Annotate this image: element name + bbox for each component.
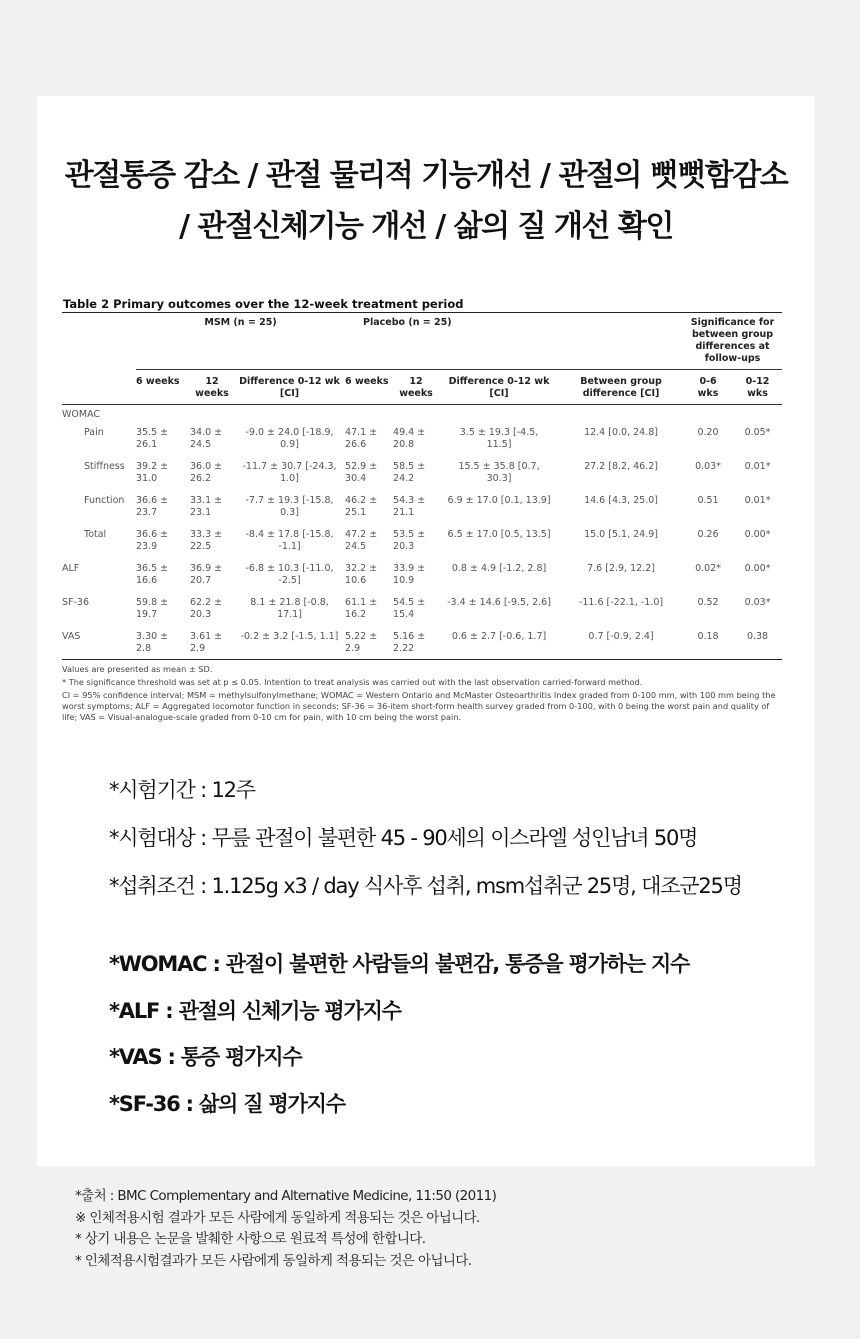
row-label [62,591,136,625]
cell-line: 0.00* [744,563,771,574]
cell-placebo-6wk [345,557,393,591]
cell-sig-0-6 [683,455,733,489]
cell-line: 11.5] [486,439,512,450]
cell-line: 5.16 ± [393,631,426,642]
cell-line: 49.4 ± [393,427,426,438]
table-row [62,625,782,660]
footer-disclaimer: * 인체적용시험결과가 모든 사람에게 동일하게 적용되는 것은 아닙니다. [75,1252,472,1269]
fact-subjects: *시험대상 : 무릎 관절이 불편한 45 - 90세의 이스라엘 성인남녀 50명 [109,826,698,850]
cell-line: 2.8 [136,643,152,654]
cell-line: 22.5 [190,541,212,552]
cell-line: 0.18 [697,631,719,642]
placebo-12wk-header [393,370,439,405]
cell-line: 0.38 [746,631,769,642]
cell-line: 5.22 ± [345,631,378,642]
header-line: 0-6 [699,376,717,387]
cell-placebo-6wk [345,421,393,455]
between-group-header [559,370,683,405]
cell-line: 21.1 [393,507,415,518]
cell-placebo-6wk [345,523,393,557]
cell-sig-0-12 [733,455,782,489]
cell-msm-12wk [190,625,234,660]
table-row [62,523,782,557]
headline-line-2: / 관절신체기능 개선 / 삶의 질 개선 확인 [179,209,673,244]
cell-line: 25.1 [345,507,367,518]
cell-msm-12wk [190,523,234,557]
cell-msm-diff [234,421,345,455]
header-line: [CI] [279,388,300,399]
cell-placebo-12wk [393,455,439,489]
cell-between-group [559,625,683,660]
header-line: Difference 0-12 wk [448,376,550,387]
cell-placebo-diff [439,523,559,557]
table-subheader-row [62,370,782,405]
footer-source: *출처 : BMC Complementary and Alternative Medicine, 11:50 (2011) [75,1188,497,1204]
cell-line: 20.7 [190,575,212,586]
cell-msm-12wk [190,421,234,455]
cell-line: 0.26 [697,529,719,540]
cell-line: -11.6 [-22.1, -1.0] [578,597,664,608]
table-row [62,421,782,455]
cell-line: 17.1] [277,609,302,620]
cell-line: 0.00* [744,529,771,540]
table-row [62,455,782,489]
cell-sig-0-6 [683,489,733,523]
msm-6wk-header: 6 weeks [136,376,180,387]
cell-line: 54.5 ± [393,597,426,608]
cell-line: 31.0 [136,473,158,484]
cell-line: 0.9] [280,439,299,450]
cell-line: -1.1] [278,541,301,552]
cell-line: 2.22 [393,643,415,654]
cell-placebo-12wk [393,523,439,557]
cell-line: 52.9 ± [345,461,378,472]
cell-line: 10.9 [393,575,415,586]
cell-line: 16.6 [136,575,158,586]
cell-line: 58.5 ± [393,461,426,472]
cell-line: 62.2 ± [190,597,223,608]
cell-line: -11.7 ± 30.7 [-24.3, [242,461,337,472]
cell-msm-6wk [136,523,190,557]
table-body [62,405,782,660]
table-row [62,557,782,591]
sig-0-12-header [733,370,782,405]
footer-notes [75,1186,496,1272]
cell-between-group [559,591,683,625]
cell-line: 6.9 ± 17.0 [0.1, 13.9] [447,495,551,506]
footer-disclaimer: ※ 인체적용시험 결과가 모든 사람에게 동일하게 적용되는 것은 아닙니다. [75,1209,480,1226]
cell-line: 61.1 ± [345,597,378,608]
cell-line: 12.4 [0.0, 24.8] [584,427,658,438]
cell-line: 0.05* [744,427,771,438]
cell-line: 16.2 [345,609,367,620]
cell-line: 0.03* [695,461,721,472]
cell-line: -6.8 ± 10.3 [-11.0, [245,563,334,574]
cell-msm-12wk [190,489,234,523]
table-section-row [62,405,782,422]
cell-line: 20.3 [190,609,212,620]
cell-line: 6.5 ± 17.0 [0.5, 13.5] [447,529,551,540]
table-caption: Table 2 Primary outcomes over the 12-week treatment period [63,297,464,311]
cell-placebo-12wk [393,489,439,523]
cell-line: 24.5 [190,439,212,450]
cell-line: 54.3 ± [393,495,426,506]
cell-placebo-6wk [345,591,393,625]
cell-line: 33.1 ± [190,495,223,506]
fact-duration: *시험기간 : 12주 [109,778,255,802]
cell-line: 53.5 ± [393,529,426,540]
header-line: wks [747,388,768,399]
cell-line: 23.9 [136,541,158,552]
cell-sig-0-6 [683,421,733,455]
cell-line: -8.4 ± 17.8 [-15.8, [245,529,334,540]
cell-line: 15.4 [393,609,415,620]
header-line: wks [697,388,719,399]
cell-between-group [559,455,683,489]
cell-line: -2.5] [278,575,301,586]
row-label [62,523,136,557]
cell-line: 1.0] [280,473,299,484]
cell-msm-12wk [190,591,234,625]
section-label-womac: WOMAC [62,409,101,420]
cell-line: 19.7 [136,609,158,620]
cell-line: 36.6 ± [136,529,169,540]
cell-msm-diff [234,625,345,660]
definition-sf36: *SF-36 : 삶의 질 평가지수 [109,1091,345,1116]
cell-line: 20.8 [393,439,415,450]
cell-sig-0-12 [733,489,782,523]
table-notes [62,664,782,723]
cell-line: 15.0 [5.1, 24.9] [584,529,658,540]
cell-line: 33.3 ± [190,529,223,540]
cell-line: 27.2 [8.2, 46.2] [584,461,658,472]
cell-line: VAS [62,631,81,642]
cell-line: 36.6 ± [136,495,169,506]
row-label [62,625,136,660]
cell-between-group [559,523,683,557]
cell-sig-0-6 [683,523,733,557]
cell-placebo-diff [439,489,559,523]
cell-line: 8.1 ± 21.8 [-0.8, [250,597,329,608]
significance-header [683,313,782,370]
page-headline [37,150,815,252]
outcomes-table-figure [62,296,782,725]
cell-line: 36.9 ± [190,563,223,574]
cell-line: 0.7 [-0.9, 2.4] [588,631,654,642]
table-group-header-row [62,313,782,370]
cell-sig-0-12 [733,591,782,625]
table-row [62,591,782,625]
cell-placebo-diff [439,591,559,625]
footer-disclaimer: * 상기 내용은 논문을 발췌한 사항으로 원료적 특성에 한합니다. [75,1231,426,1247]
placebo-group-label: Placebo (n = 25) [363,317,452,328]
cell-placebo-6wk [345,489,393,523]
cell-line: 0.52 [697,597,719,608]
cell-msm-6wk [136,625,190,660]
definition-alf: *ALF : 관절의 신체기능 평가지수 [109,998,401,1023]
msm-group-header: MSM (n = 25) [136,313,345,370]
study-facts [109,766,742,910]
cell-line: 32.2 ± [345,563,378,574]
cell-line: 0.8 ± 4.9 [-1.2, 2.8] [451,563,547,574]
cell-line: 36.0 ± [190,461,223,472]
row-label [62,421,136,455]
cell-msm-12wk [190,557,234,591]
cell-line: 0.51 [697,495,719,506]
cell-line: 47.1 ± [345,427,378,438]
cell-line: 0.3] [280,507,299,518]
cell-line: -7.7 ± 19.3 [-15.8, [245,495,334,506]
header-line: 12 [409,376,423,387]
header-line: [CI] [489,388,509,399]
cell-msm-diff [234,591,345,625]
cell-placebo-12wk [393,557,439,591]
table-note: CI = 95% confidence interval; MSM = methylsulfonylmethane; WOMAC = Western Ontario and McMaster Osteoarthritis Index graded from 0-100 mm, with 100 mm being the worst symptoms; ALF = Aggregated locomotor function in seconds; SF-36 = 36-item short-form health survey graded from 0-100, with 0 being the worst pain and quality of life; VAS = Visual-analogue-scale graded from 0-10 cm for pain, with 10 cm being the worst pain. [62,690,776,722]
cell-line: 0.03* [744,597,771,608]
msm-12wk-header [190,370,234,405]
header-line: difference [CI] [582,388,660,399]
cell-line: Function [84,495,125,506]
significance-header-line: follow-ups [704,353,761,364]
cell-line: 24.5 [345,541,367,552]
significance-header-line: between group [691,329,774,340]
cell-msm-diff [234,489,345,523]
cell-line: 0.02* [695,563,721,574]
cell-line: 15.5 ± 35.8 [0.7, [458,461,540,472]
cell-sig-0-12 [733,557,782,591]
cell-placebo-diff [439,625,559,660]
cell-sig-0-12 [733,625,782,660]
placebo-group-header [345,313,559,370]
row-label [62,557,136,591]
definition-womac: *WOMAC : 관절이 불편한 사람들의 불편감, 통증을 평가하는 지수 [109,952,690,976]
table-note: Values are presented as mean ± SD. [62,664,213,674]
cell-sig-0-6 [683,591,733,625]
cell-line: -9.0 ± 24.0 [-18.9, [245,427,334,438]
cell-line: 10.6 [345,575,367,586]
cell-sig-0-6 [683,625,733,660]
header-line: weeks [399,388,433,399]
cell-line: Total [84,529,107,540]
cell-sig-0-12 [733,523,782,557]
cell-line: 35.5 ± [136,427,169,438]
cell-line: 26.6 [345,439,367,450]
cell-placebo-diff [439,421,559,455]
cell-msm-diff [234,523,345,557]
cell-line: 20.3 [393,541,415,552]
cell-placebo-12wk [393,591,439,625]
cell-line: 3.61 ± [190,631,223,642]
cell-msm-12wk [190,455,234,489]
index-definitions [109,941,689,1127]
cell-line: Pain [84,427,104,438]
cell-msm-6wk [136,421,190,455]
outcomes-table [62,312,782,660]
cell-line: 24.2 [393,473,415,484]
header-line: Between group [580,376,662,387]
cell-msm-6wk [136,455,190,489]
cell-between-group [559,421,683,455]
cell-msm-diff [234,557,345,591]
cell-line: 59.8 ± [136,597,169,608]
cell-line: 14.6 [4.3, 25.0] [584,495,658,506]
cell-msm-6wk [136,591,190,625]
cell-line: 7.6 [2.9, 12.2] [587,563,655,574]
cell-line: -0.2 ± 3.2 [-1.5, 1.1] [240,631,339,642]
cell-msm-diff [234,455,345,489]
cell-line: 0.01* [744,495,771,506]
cell-line: 26.1 [136,439,158,450]
cell-placebo-12wk [393,421,439,455]
header-line: weeks [195,388,229,399]
cell-line: 36.5 ± [136,563,169,574]
cell-line: 34.0 ± [190,427,223,438]
cell-line: SF-36 [62,597,90,608]
cell-line: 2.9 [345,643,361,654]
header-line: Difference 0-12 wk [239,376,340,387]
sig-0-6-header [683,370,733,405]
cell-line: 3.30 ± [136,631,169,642]
cell-sig-0-6 [683,557,733,591]
cell-placebo-diff [439,557,559,591]
fact-intake: *섭취조건 : 1.125g x3 / day 식사후 섭취, msm섭취군 25명, 대조군25명 [109,874,742,898]
placebo-6wk-header: 6 weeks [345,376,389,387]
cell-placebo-12wk [393,625,439,660]
cell-between-group [559,557,683,591]
significance-header-line: differences at [695,341,770,352]
row-label [62,489,136,523]
cell-line: 33.9 ± [393,563,426,574]
cell-line: 23.1 [190,507,212,518]
cell-placebo-diff [439,455,559,489]
content-card [37,96,815,1166]
table-row [62,489,782,523]
placebo-diff-header [439,370,559,405]
header-line: 0-12 [745,376,770,387]
header-line: 12 [205,376,219,387]
table-note: * The significance threshold was set at p ≤ 0.05. Intention to treat analysis was carried out with the last observation carried-forward method. [62,677,643,687]
cell-line: Stiffness [84,461,125,472]
cell-line: 3.5 ± 19.3 [-4.5, [459,427,539,438]
cell-msm-6wk [136,557,190,591]
headline-line-1: 관절통증 감소 / 관절 물리적 기능개선 / 관절의 뻣뻣함감소 [64,158,788,193]
cell-line: 46.2 ± [345,495,378,506]
cell-line: 0.20 [697,427,719,438]
cell-line: 30.3] [486,473,512,484]
cell-msm-6wk [136,489,190,523]
cell-line: 39.2 ± [136,461,169,472]
cell-line: 0.6 ± 2.7 [-0.6, 1.7] [451,631,547,642]
cell-line: ALF [62,563,80,574]
cell-line: 23.7 [136,507,158,518]
cell-sig-0-12 [733,421,782,455]
definition-vas: *VAS : 통증 평가지수 [109,1045,302,1069]
cell-line: 47.2 ± [345,529,378,540]
cell-line: 26.2 [190,473,212,484]
cell-line: 2.9 [190,643,206,654]
significance-header-line: Significance for [690,317,775,328]
cell-placebo-6wk [345,455,393,489]
cell-between-group [559,489,683,523]
row-label [62,455,136,489]
cell-line: 0.01* [744,461,771,472]
cell-line: -3.4 ± 14.6 [-9.5, 2.6] [447,597,551,608]
cell-line: 30.4 [345,473,367,484]
cell-placebo-6wk [345,625,393,660]
msm-diff-header [234,370,345,405]
